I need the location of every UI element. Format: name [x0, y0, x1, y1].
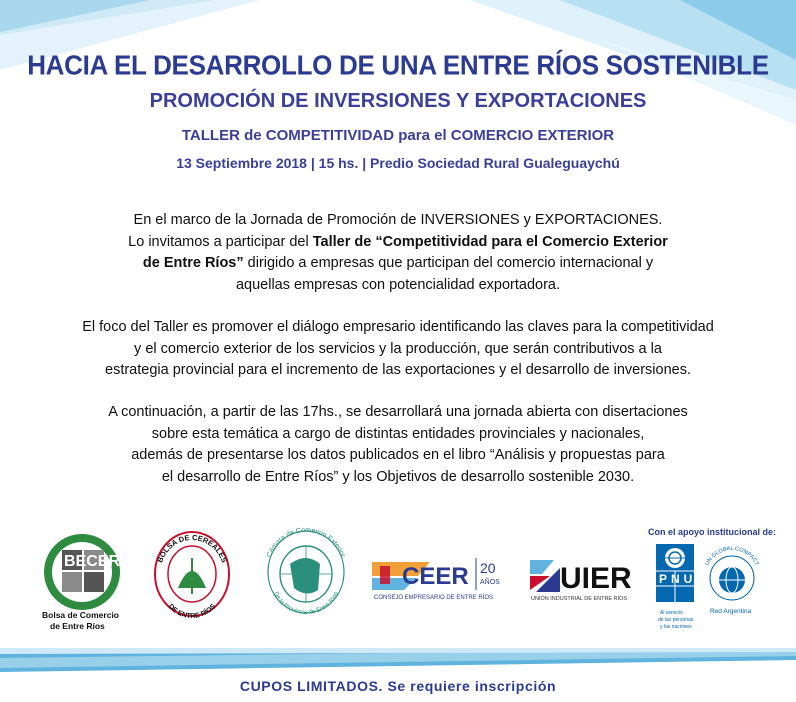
- becer-name-2: de Entre Ríos: [50, 621, 105, 631]
- header-banner: [0, 0, 796, 200]
- intro-line-1: En el marco de la Jornada de Promoción de INVERSIONES y EXPORTACIONES.: [133, 212, 663, 228]
- becer-name-1: Bolsa de Comercio: [42, 610, 119, 620]
- ceer-full-name: CONSEJO EMPRESARIO DE ENTRE RÍOS: [374, 595, 494, 601]
- workshop-name-bold: Taller de “Competitividad para el Comercio Exterior: [312, 233, 668, 250]
- becer-abbr: BECER: [64, 553, 121, 570]
- intro-line-3-text: dirigido a empresas que participan del comercio internacional y: [243, 255, 654, 271]
- schedule-line-4: el desarrollo de Entre Ríos” y los Objetivos de desarrollo sostenible 2030.: [161, 468, 635, 485]
- page-subtitle: PROMOCIÓN DE INVERSIONES Y EXPORTACIONES: [149, 90, 647, 112]
- bolsa-cereales-bottom: DE ENTRE RÍOS: [166, 603, 218, 620]
- intro-line-2: [20, 232, 776, 254]
- ceer-logo: [372, 554, 512, 604]
- intro-line-4: aquellas empresas con potencialidad exportadora.: [235, 276, 561, 293]
- intro-line-3: [20, 253, 776, 275]
- pnud-logo: [654, 542, 710, 640]
- focus-line-3: estrategia provincial para el incremento de las exportaciones y el desarrollo de inversiones.: [105, 362, 691, 378]
- support-label-box: [640, 524, 790, 540]
- pnud-text: PNUD: [659, 572, 710, 586]
- uier-name: UIER: [560, 562, 632, 595]
- ceer-years-num: 20: [480, 560, 496, 576]
- uier-full-name: UNIÓN INDUSTRIAL DE ENTRE RÍOS: [531, 596, 628, 602]
- camara-bottom: De la Provincia de Entre Ríos: [272, 590, 340, 616]
- footer-notice: CUPOS LIMITADOS. Se requiere inscripción: [239, 678, 557, 694]
- sponsor-logos: [0, 520, 796, 640]
- pnud-tagline-1: Al servicio: [660, 610, 683, 616]
- bolsa-cereales-logo: [152, 528, 232, 620]
- global-compact-text: UN GLOBAL COMPACT: [704, 545, 760, 567]
- ceer-years-word: AÑOS: [480, 579, 500, 586]
- becer-logo: [40, 530, 140, 636]
- page-title: HACIA EL DESARROLLO DE UNA ENTRE RÍOS SOSTENIBLE: [27, 49, 769, 81]
- pnud-tagline-3: y las naciones: [660, 624, 692, 630]
- ceer-name: CEER: [402, 563, 469, 590]
- schedule-line-2: sobre esta temática a cargo de distintas entidades provinciales y nacionales,: [151, 425, 645, 442]
- intro-line-2-text: Lo invitamos a participar del: [128, 233, 313, 250]
- pnud-tagline-2: de las personas: [658, 617, 694, 623]
- focus-line-1: El foco del Taller es promover el diálogo empresario identificando las claves para la competitividad: [82, 319, 714, 335]
- schedule-paragraph: [20, 402, 776, 488]
- uier-logo: [528, 556, 632, 604]
- focus-line-2: y el comercio exterior de los servicios y la producción, que serán contributivos a la: [134, 340, 662, 357]
- global-compact-logo: [700, 540, 764, 622]
- camara-comercio-logo: [262, 524, 350, 616]
- bolsa-cereales-top: BOLSA DE CEREALES: [155, 532, 229, 564]
- workshop-title: TALLER de COMPETITIVIDAD para el COMERCIO EXTERIOR: [181, 127, 615, 144]
- intro-paragraph: [20, 210, 776, 296]
- camara-top: Cámara de Comercio Exterior: [265, 526, 347, 559]
- focus-paragraph: [20, 317, 776, 382]
- schedule-line-1: A continuación, a partir de las 17hs., se desarrollará una jornada abierta con disertaciones: [108, 404, 688, 420]
- schedule-line-3: además de presentarse los datos publicados en el libro “Análisis y propuestas para: [131, 447, 665, 463]
- event-info: 13 Septiembre 2018 | 15 hs. | Predio Sociedad Rural Gualeguaychú: [176, 155, 620, 171]
- support-label: Con el apoyo institucional de:: [648, 527, 777, 537]
- workshop-name-bold-end: de Entre Ríos”: [142, 255, 244, 271]
- global-compact-network: Red Argentina: [710, 608, 752, 615]
